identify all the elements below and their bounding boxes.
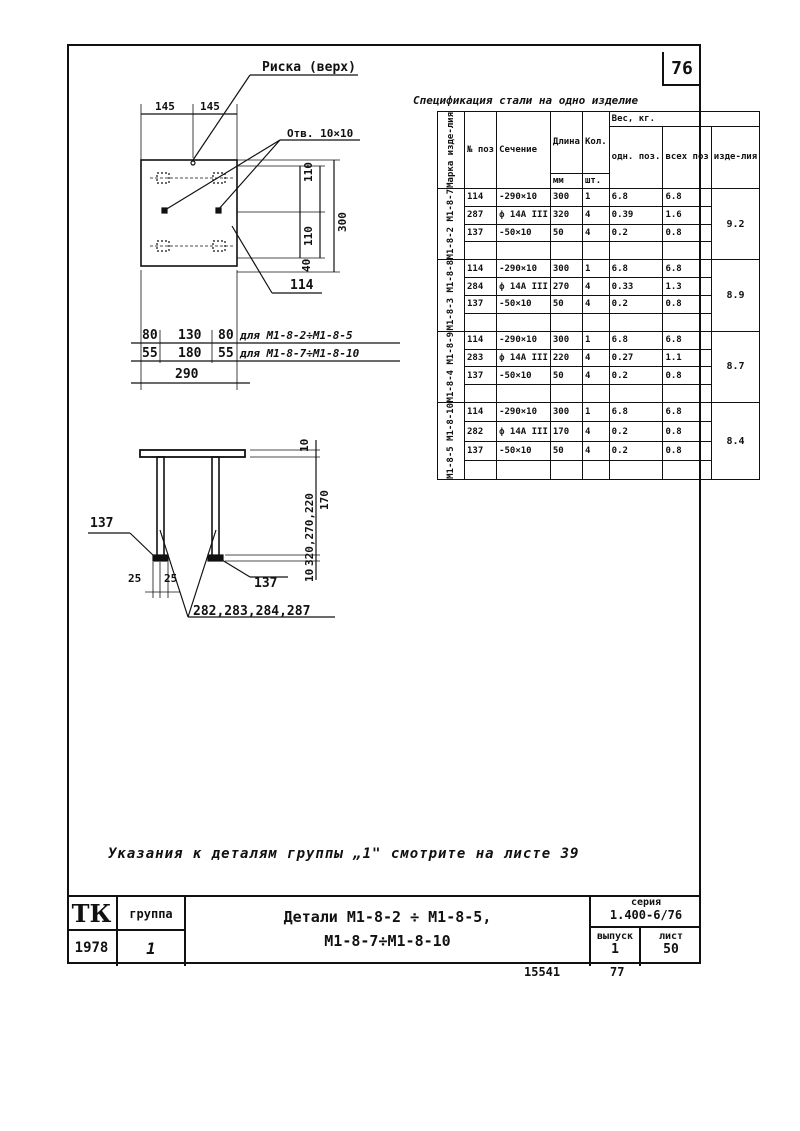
hdr-w-all: всех поз [663, 127, 711, 189]
dim-25-right: 25 [164, 572, 178, 585]
spec-cell-w2: 6.8 [663, 331, 711, 349]
spec-empty-cell [582, 313, 609, 331]
row1-a: 80 [142, 328, 158, 343]
spec-cell-len: 320 [550, 206, 582, 224]
spec-cell-w1: 0.2 [609, 296, 663, 314]
footer-left: 15541 [524, 965, 561, 979]
note-text: Указания к деталям группы „1" смотрите на листе 39 [108, 846, 580, 862]
spec-empty-cell [663, 313, 711, 331]
spec-mark: М1-8-5 М1-8-10 [438, 403, 465, 480]
spec-cell-sec: -290×10 [497, 331, 551, 349]
title [186, 897, 591, 966]
plate-outline [141, 160, 237, 266]
spec-cell-w2: 0.8 [663, 441, 711, 460]
series-label: серия [630, 897, 662, 908]
issue-label: выпуск [596, 931, 634, 942]
hdr-pos: № поз [465, 112, 497, 189]
spec-cell-pos: 114 [465, 331, 497, 349]
hdr-w-one: одн. поз. [609, 127, 663, 189]
hdr-mark: Марка изде-лия [438, 112, 465, 189]
spec-cell-w2: 6.8 [663, 403, 711, 422]
spec-cell-w1: 0.33 [609, 278, 663, 296]
section-dim-10-bottom: 10 [303, 568, 316, 582]
sheet-value: 50 [663, 942, 679, 957]
hdr-w-item: изде-лия [711, 127, 759, 189]
dim-110-bottom: 110 [302, 226, 315, 246]
spec-cell-w2: 0.8 [663, 224, 711, 242]
spec-total: 8.4 [711, 403, 759, 480]
spec-cell-pos: 282 [465, 422, 497, 441]
row2-b: 180 [178, 346, 202, 361]
spec-cell-w2: 1.3 [663, 278, 711, 296]
spec-empty-cell [663, 460, 711, 479]
spec-cell-w2: 6.8 [663, 188, 711, 206]
spec-empty-cell [497, 313, 551, 331]
spec-cell-sec: ф 14А III [497, 206, 551, 224]
spec-cell-qty: 4 [582, 296, 609, 314]
spec-cell-qty: 1 [582, 188, 609, 206]
spec-cell-w1: 0.2 [609, 422, 663, 441]
bars-label: 282,283,284,287 [193, 604, 311, 619]
hdr-section: Сечение [497, 112, 551, 189]
spec-empty-cell [663, 242, 711, 260]
spec-cell-qty: 4 [582, 367, 609, 385]
spec-cell-w2: 1.6 [663, 206, 711, 224]
part-137-right: 137 [254, 576, 278, 591]
spec-cell-len: 300 [550, 331, 582, 349]
dim-290: 290 [175, 367, 199, 382]
spec-cell-sec: ф 14А III [497, 422, 551, 441]
spec-mark: М1-8-3 М1-8-8 [438, 260, 465, 331]
spec-cell-sec: -290×10 [497, 260, 551, 278]
hdr-qty: Кол. [582, 112, 609, 174]
spec-cell-w2: 0.8 [663, 422, 711, 441]
spec-cell-sec: -290×10 [497, 188, 551, 206]
series-cell [591, 897, 701, 928]
spec-cell-len: 50 [550, 224, 582, 242]
spec-cell-pos: 137 [465, 441, 497, 460]
spec-cell-sec: -50×10 [497, 224, 551, 242]
spec-total: 9.2 [711, 188, 759, 259]
sheet-cell [641, 928, 701, 966]
spec-empty-cell [550, 313, 582, 331]
spec-empty-cell [497, 242, 551, 260]
spec-empty-cell [609, 385, 663, 403]
dim-300: 300 [336, 212, 349, 232]
spec-cell-len: 50 [550, 296, 582, 314]
spec-title: Спецификация стали на одно изделие [413, 94, 639, 107]
spec-cell-w1: 6.8 [609, 331, 663, 349]
spec-cell-w1: 0.2 [609, 224, 663, 242]
spec-cell-len: 300 [550, 188, 582, 206]
risk-mark [191, 161, 195, 165]
spec-row [438, 331, 760, 349]
spec-cell-pos: 114 [465, 403, 497, 422]
sheet-label: лист [658, 931, 684, 942]
spec-empty-cell [550, 242, 582, 260]
title-line-1: Детали М1-8-2 ÷ М1-8-5, [283, 908, 492, 926]
row2-a: 55 [142, 346, 158, 361]
spec-empty-cell [497, 460, 551, 479]
row1-c: 80 [218, 328, 234, 343]
spec-cell-pos: 287 [465, 206, 497, 224]
spec-cell-w2: 6.8 [663, 260, 711, 278]
spec-cell-sec: ф 14А III [497, 349, 551, 367]
spec-empty-cell [609, 460, 663, 479]
spec-cell-pos: 137 [465, 367, 497, 385]
spec-cell-w1: 0.27 [609, 349, 663, 367]
spec-row [438, 403, 760, 422]
hole-label: Отв. 10×10 [287, 127, 354, 140]
row2-text: для М1-8-7÷М1-8-10 [240, 347, 360, 360]
spec-table [437, 111, 760, 480]
spec-cell-len: 50 [550, 367, 582, 385]
spec-empty-cell [465, 242, 497, 260]
spec-empty-cell [550, 385, 582, 403]
issue-value: 1 [611, 942, 619, 957]
spec-empty-cell [582, 242, 609, 260]
spec-empty-cell [609, 313, 663, 331]
section-bar-right [212, 457, 219, 557]
spec-cell-qty: 1 [582, 403, 609, 422]
dim-40: 40 [300, 258, 313, 272]
dim-25-left: 25 [128, 572, 142, 585]
spec-row [438, 260, 760, 278]
spec-cell-pos: 114 [465, 260, 497, 278]
section-plate [140, 450, 245, 457]
tk-mark: ТК [67, 897, 118, 931]
hdr-length: Длина [550, 112, 582, 174]
hdr-length-unit: мм [550, 173, 582, 188]
spec-cell-qty: 4 [582, 441, 609, 460]
spec-empty-cell [465, 385, 497, 403]
spec-cell-w1: 0.39 [609, 206, 663, 224]
spec-empty-cell [497, 385, 551, 403]
spec-cell-len: 300 [550, 403, 582, 422]
spec-cell-len: 50 [550, 441, 582, 460]
spec-cell-len: 170 [550, 422, 582, 441]
spec-cell-qty: 4 [582, 349, 609, 367]
spec-empty-cell [663, 385, 711, 403]
spec-empty-cell [465, 460, 497, 479]
row1-b: 130 [178, 328, 202, 343]
spec-cell-w1: 0.2 [609, 367, 663, 385]
spec-cell-qty: 4 [582, 278, 609, 296]
spec-empty-cell [609, 242, 663, 260]
spec-empty-cell [582, 460, 609, 479]
spec-row [438, 188, 760, 206]
spec-cell-pos: 137 [465, 224, 497, 242]
sheet-number: 76 [671, 57, 693, 79]
part-137-left: 137 [90, 516, 114, 531]
dim-145-left: 145 [155, 100, 175, 113]
issue-cell [591, 928, 641, 966]
risk-label: Риска (верх) [262, 60, 356, 75]
spec-cell-w2: 0.8 [663, 367, 711, 385]
spec-cell-len: 300 [550, 260, 582, 278]
spec-total: 8.9 [711, 260, 759, 331]
spec-cell-pos: 283 [465, 349, 497, 367]
group-value: 1 [118, 931, 186, 966]
section-dim-10-top: 10 [298, 438, 311, 452]
spec-cell-w1: 0.2 [609, 441, 663, 460]
series-value: 1.400-6/76 [609, 908, 683, 922]
title-block [67, 895, 701, 966]
spec-cell-sec: ф 14А III [497, 278, 551, 296]
spec-empty-cell [582, 385, 609, 403]
spec-cell-pos: 114 [465, 188, 497, 206]
spec-cell-len: 270 [550, 278, 582, 296]
title-line-2: М1-8-7÷М1-8-10 [324, 932, 451, 950]
spec-cell-qty: 1 [582, 260, 609, 278]
spec-cell-len: 220 [550, 349, 582, 367]
dim-110-top: 110 [302, 162, 315, 182]
spec-cell-qty: 1 [582, 331, 609, 349]
spec-cell-w1: 6.8 [609, 188, 663, 206]
footer-right: 77 [610, 965, 625, 979]
row2-c: 55 [218, 346, 234, 361]
dim-145-right: 145 [200, 100, 220, 113]
section-dim-170: 170 [318, 490, 331, 510]
hdr-weight: Вес, кг. [609, 112, 760, 127]
spec-cell-w2: 0.8 [663, 296, 711, 314]
spec-cell-sec: -290×10 [497, 403, 551, 422]
spec-cell-w1: 6.8 [609, 403, 663, 422]
section-dims-vertical: 320,270,220 [303, 493, 316, 566]
spec-cell-qty: 4 [582, 422, 609, 441]
spec-cell-pos: 284 [465, 278, 497, 296]
spec-body [438, 188, 760, 479]
section-bar-left [157, 457, 164, 557]
spec-mark: М1-8-2 М1-8-7 [438, 188, 465, 259]
spec-empty-cell [550, 460, 582, 479]
spec-cell-sec: -50×10 [497, 367, 551, 385]
spec-empty-cell [465, 313, 497, 331]
hdr-qty-unit: шт. [582, 173, 609, 188]
part-114-label: 114 [290, 278, 314, 293]
row1-text: для М1-8-2÷М1-8-5 [240, 329, 353, 342]
spec-cell-sec: -50×10 [497, 441, 551, 460]
spec-total: 8.7 [711, 331, 759, 402]
spec-cell-pos: 137 [465, 296, 497, 314]
group-label: группа [118, 897, 186, 931]
spec-header-row-1 [438, 112, 760, 127]
spec-cell-qty: 4 [582, 206, 609, 224]
spec-cell-qty: 4 [582, 224, 609, 242]
spec-mark: М1-8-4 М1-8-9 [438, 331, 465, 402]
spec-cell-w2: 1.1 [663, 349, 711, 367]
year: 1978 [67, 931, 118, 966]
spec-cell-w1: 6.8 [609, 260, 663, 278]
spec-cell-sec: -50×10 [497, 296, 551, 314]
